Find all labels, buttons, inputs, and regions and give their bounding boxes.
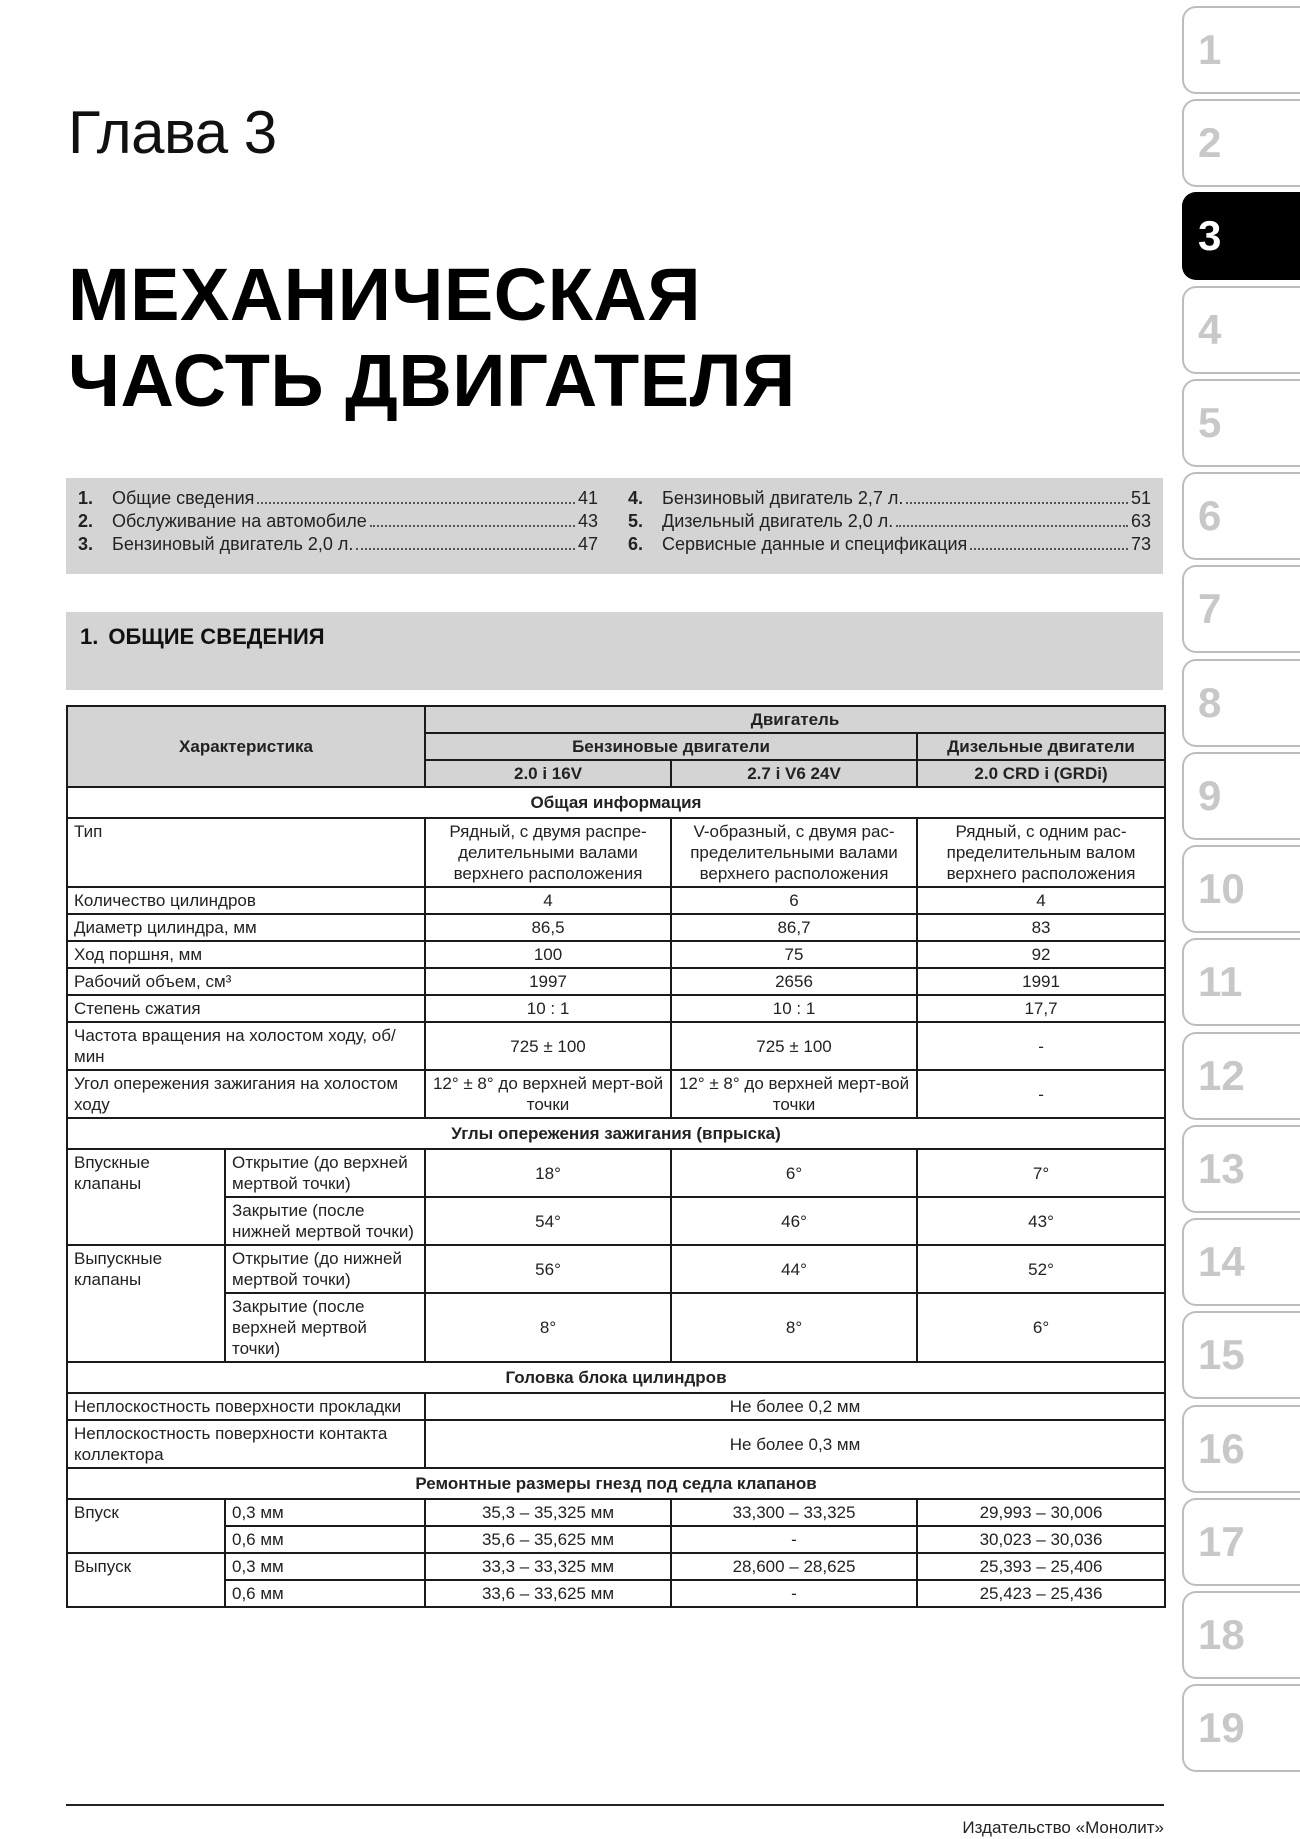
contents-item[interactable] [78,488,598,511]
chapter-tab-label: 12 [1198,1052,1245,1099]
row-label: 0,3 мм [225,1553,425,1580]
table-row [67,995,1165,1022]
row-label: Количество цилиндров [67,887,425,914]
cell-value: 33,300 – 33,325 [671,1499,917,1526]
header-diesel: Дизельные двигатели [917,733,1165,760]
contents-item-number: 1. [78,488,94,508]
contents-item-title: Дизельный двигатель 2,0 л. [662,511,894,531]
contents-item[interactable] [628,511,1151,534]
contents-item-page: 43 [577,511,598,531]
chapter-tab[interactable] [1182,752,1300,840]
chapter-tab-label: 5 [1198,399,1222,446]
chapter-tab-label: 1 [1198,26,1222,73]
chapter-tab[interactable] [1182,1684,1300,1772]
contents-item-title: Общие сведения [112,488,255,508]
header-engine-2: 2.7 i V6 24V [671,760,917,787]
contents-item-title: Обслуживание на автомобиле [112,511,367,531]
chapter-tab[interactable] [1182,472,1300,560]
cell-value: 35,3 – 35,325 мм [425,1499,671,1526]
cell-value: 1991 [917,968,1165,995]
header-characteristic: Характеристика [67,706,425,787]
contents-leader-dots [257,502,575,504]
chapter-tab-label: 16 [1198,1425,1245,1472]
contents-column-left [78,488,598,557]
cell-value: 29,993 – 30,006 [917,1499,1165,1526]
table-section-row [67,1362,1165,1393]
row-label: 0,6 мм [225,1580,425,1607]
contents-item-page: 47 [577,534,598,554]
row-label: Тип [67,818,425,887]
table-header-row [67,706,1165,733]
table-row [67,1553,1165,1580]
section-timing: Углы опережения зажигания (впрыска) [67,1118,1165,1149]
section-heading-bar [66,612,1163,690]
chapter-tab[interactable] [1182,1032,1300,1120]
table-row [67,1070,1165,1118]
header-engine-1: 2.0 i 16V [425,760,671,787]
chapter-title [68,252,796,424]
chapter-tab[interactable] [1182,1498,1300,1586]
contents-leader-dots [370,525,575,527]
row-group-label: Впуск [67,1499,225,1553]
chapter-tab[interactable] [1182,1311,1300,1399]
chapter-tab-label: 10 [1198,865,1245,912]
section-title [80,624,325,650]
publisher-label: Издательство «Монолит» [962,1818,1164,1837]
chapter-tab-label: 13 [1198,1145,1245,1192]
chapter-tab-label: 9 [1198,772,1222,819]
row-label: 0,6 мм [225,1526,425,1553]
cell-value: 6° [671,1149,917,1197]
cell-value: 25,393 – 25,406 [917,1553,1165,1580]
cell-value: 10 : 1 [425,995,671,1022]
contents-item[interactable] [628,488,1151,511]
cell-value: 18° [425,1149,671,1197]
contents-leader-dots [356,548,575,550]
table-row [67,968,1165,995]
row-label: Закрытие (после верхней мертвой точки) [225,1293,425,1362]
cell-value: 30,023 – 30,036 [917,1526,1165,1553]
chapter-tab[interactable] [1182,1405,1300,1493]
section-general: Общая информация [67,787,1165,818]
contents-item-page: 41 [577,488,598,508]
cell-value: 8° [425,1293,671,1362]
row-label: Частота вращения на холостом ходу, об/мин [67,1022,425,1070]
cell-value: 52° [917,1245,1165,1293]
row-label: Открытие (до верхней мертвой точки) [225,1149,425,1197]
row-group-label: Выпускные клапаны [67,1245,225,1362]
table-row [67,887,1165,914]
contents-item-title: Бензиновый двигатель 2,0 л. [112,534,354,554]
chapter-tab-label: 18 [1198,1611,1245,1658]
cell-value: 75 [671,941,917,968]
header-engine: Двигатель [425,706,1165,733]
cell-value: 7° [917,1149,1165,1197]
contents-item-number: 2. [78,511,94,531]
engine-spec-table [66,705,1166,1608]
table-section-row [67,1468,1165,1499]
row-label: Ход поршня, мм [67,941,425,968]
cell-value: 56° [425,1245,671,1293]
cell-value: 35,6 – 35,625 мм [425,1526,671,1553]
cell-value: 86,5 [425,914,671,941]
contents-item-page: 73 [1130,534,1151,554]
table-row [67,1293,1165,1362]
cell-value: Рядный, с одним рас-пределительным валом верхнего расположения [917,818,1165,887]
cell-value: 25,423 – 25,436 [917,1580,1165,1607]
table-row [67,1420,1165,1468]
row-group-label: Впускные клапаны [67,1149,225,1245]
table-row [67,1245,1165,1293]
chapter-tab[interactable] [1182,1218,1300,1306]
chapter-tab[interactable] [1182,938,1300,1026]
section-cylinder-head: Головка блока цилиндров [67,1362,1165,1393]
chapter-tab[interactable] [1182,659,1300,747]
cell-value: 12° ± 8° до верхней мерт-вой точки [671,1070,917,1118]
table-section-row [67,1118,1165,1149]
row-label: Закрытие (после нижней мертвой точки) [225,1197,425,1245]
table-row [67,1149,1165,1197]
contents-item[interactable] [628,534,1151,557]
header-petrol: Бензиновые двигатели [425,733,917,760]
cell-value: - [671,1580,917,1607]
chapter-tab[interactable] [1182,286,1300,374]
cell-value: 12° ± 8° до верхней мерт-вой точки [425,1070,671,1118]
contents-item-title: Бензиновый двигатель 2,7 л. [662,488,904,508]
chapter-tab[interactable] [1182,1125,1300,1213]
cell-value: 28,600 – 28,625 [671,1553,917,1580]
table-row [67,941,1165,968]
table-row [67,818,1165,887]
cell-value: Не более 0,3 мм [425,1420,1165,1468]
chapter-tab-label: 8 [1198,679,1222,726]
contents-item-number: 4. [628,488,644,508]
section-valve-seats: Ремонтные размеры гнезд под седла клапанов [67,1468,1165,1499]
cell-value: 725 ± 100 [425,1022,671,1070]
cell-value: 725 ± 100 [671,1022,917,1070]
table-row [67,1197,1165,1245]
chapter-tab-label: 4 [1198,306,1222,353]
row-label: Неплоскостность поверхности контакта коллектора [67,1420,425,1468]
table-row [67,1393,1165,1420]
footer-divider [66,1804,1164,1806]
cell-value: 33,6 – 33,625 мм [425,1580,671,1607]
cell-value: Не более 0,2 мм [425,1393,1165,1420]
cell-value: 8° [671,1293,917,1362]
header-engine-3: 2.0 CRD i (GRDi) [917,760,1165,787]
table-row [67,914,1165,941]
contents-item[interactable] [78,511,598,534]
cell-value: 33,3 – 33,325 мм [425,1553,671,1580]
chapter-tab[interactable] [1182,1591,1300,1679]
cell-value: 83 [917,914,1165,941]
table-row [67,1022,1165,1070]
cell-value: 86,7 [671,914,917,941]
chapter-tab-label: 3 [1198,212,1222,259]
contents-leader-dots [906,502,1128,504]
row-label: Угол опережения зажигания на холостом ходу [67,1070,425,1118]
chapter-tab[interactable] [1182,99,1300,187]
cell-value: 6 [671,887,917,914]
contents-leader-dots [970,548,1128,550]
row-label: Открытие (до нижней мертвой точки) [225,1245,425,1293]
contents-item-title: Сервисные данные и спецификация [662,534,968,554]
row-label: Диаметр цилиндра, мм [67,914,425,941]
contents-item-page: 51 [1130,488,1151,508]
chapter-tab-label: 15 [1198,1331,1245,1378]
chapter-title-line2: ЧАСТЬ ДВИГАТЕЛЯ [68,339,796,422]
section-number: 1. [80,624,99,649]
cell-value: 17,7 [917,995,1165,1022]
cell-value: 44° [671,1245,917,1293]
contents-item-number: 6. [628,534,644,554]
section-title-text: ОБЩИЕ СВЕДЕНИЯ [108,624,325,649]
chapter-tab-label: 19 [1198,1704,1245,1751]
cell-value: 54° [425,1197,671,1245]
chapter-tab-label: 6 [1198,492,1222,539]
cell-value: V-образный, с двумя рас-пределительными валами верхнего расположения [671,818,917,887]
chapter-tab[interactable] [1182,379,1300,467]
cell-value: 10 : 1 [671,995,917,1022]
chapter-tab-label: 7 [1198,585,1222,632]
contents-item[interactable] [78,534,598,557]
table-section-row [67,787,1165,818]
chapter-tab-label: 17 [1198,1518,1245,1565]
cell-value: 100 [425,941,671,968]
cell-value: 4 [425,887,671,914]
contents-item-number: 3. [78,534,94,554]
chapter-title-line1: МЕХАНИЧЕСКАЯ [68,253,702,336]
contents-item-number: 5. [628,511,644,531]
table-row [67,1526,1165,1553]
chapter-tab-label: 2 [1198,119,1222,166]
table-row [67,1499,1165,1526]
chapter-tab-active[interactable] [1182,192,1300,280]
cell-value: Рядный, с двумя распре-делительными валами верхнего расположения [425,818,671,887]
row-group-label: Выпуск [67,1553,225,1607]
chapter-tab[interactable] [1182,6,1300,94]
chapter-tab[interactable] [1182,845,1300,933]
table-row [67,1580,1165,1607]
cell-value: - [917,1070,1165,1118]
cell-value: - [917,1022,1165,1070]
row-label: 0,3 мм [225,1499,425,1526]
cell-value: 6° [917,1293,1165,1362]
cell-value: 1997 [425,968,671,995]
chapter-tab[interactable] [1182,565,1300,653]
cell-value: 92 [917,941,1165,968]
contents-item-page: 63 [1130,511,1151,531]
cell-value: 46° [671,1197,917,1245]
contents-column-right [628,488,1151,557]
chapter-label: Глава 3 [68,99,277,166]
cell-value: 4 [917,887,1165,914]
row-label: Неплоскостность поверхности прокладки [67,1393,425,1420]
chapter-tab-label: 14 [1198,1238,1245,1285]
contents-leader-dots [896,525,1128,527]
chapter-tab-label: 11 [1198,958,1243,1005]
cell-value: 2656 [671,968,917,995]
row-label: Степень сжатия [67,995,425,1022]
row-label: Рабочий объем, см³ [67,968,425,995]
cell-value: 43° [917,1197,1165,1245]
chapter-contents [66,478,1163,574]
cell-value: - [671,1526,917,1553]
